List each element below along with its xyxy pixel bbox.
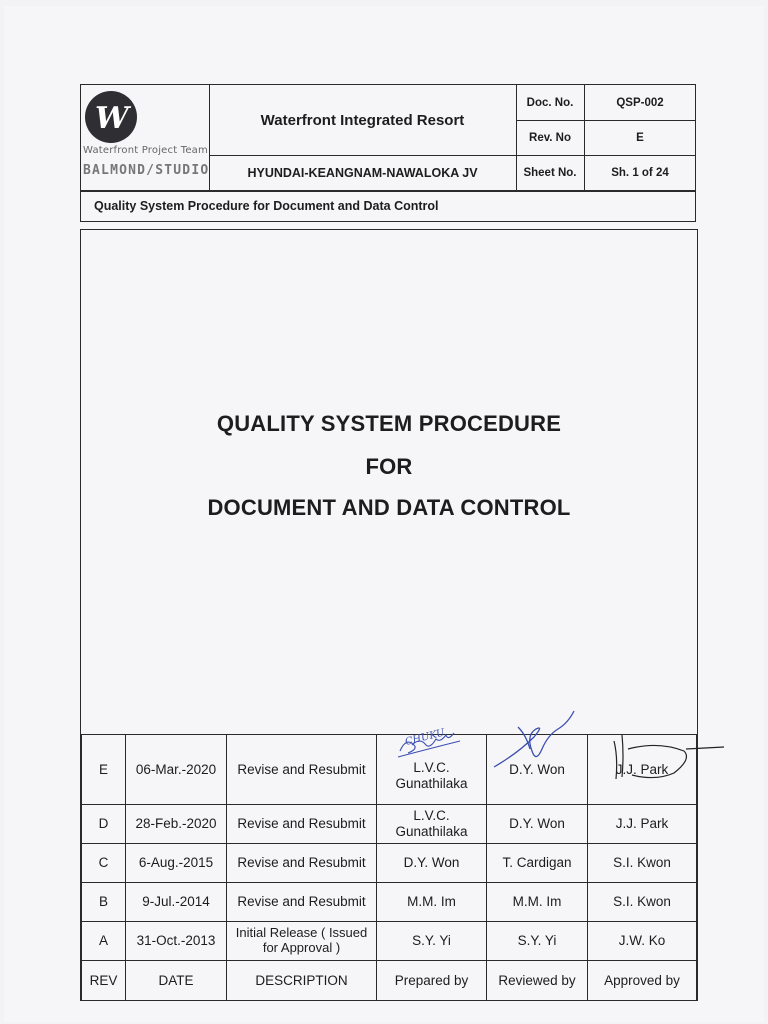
revision-cell-reviewed-by: S.Y. Yi: [487, 922, 588, 961]
doc-no-label: Doc. No.: [526, 96, 574, 109]
logo-line-1: Waterfront Project Team: [83, 145, 208, 156]
revision-cell-rev: B: [82, 883, 126, 922]
revision-cell-description: Revise and Resubmit: [227, 735, 377, 805]
revision-cell-date: 06-Mar.-2020: [126, 735, 227, 805]
logo: [81, 85, 209, 190]
revision-header-prepared-by: Prepared by: [377, 961, 487, 1001]
svg-text:CHUKU.: CHUKU.: [404, 726, 449, 748]
document-subject: Quality System Procedure for Document and Data Control: [94, 198, 439, 213]
revision-header-rev: REV: [82, 961, 126, 1001]
project-name: Waterfront Integrated Resort: [260, 111, 465, 129]
logo-mark-icon: W: [85, 91, 137, 143]
revision-cell-date: 9-Jul.-2014: [126, 883, 227, 922]
rev-no-label: Rev. No: [529, 131, 571, 144]
revision-row: [82, 844, 697, 883]
revision-cell-prepared-by: D.Y. Won: [377, 844, 487, 883]
doc-no-value: QSP-002: [616, 96, 664, 109]
revision-header-row: [82, 961, 697, 1001]
cover-body: [80, 229, 698, 1001]
revision-cell-reviewed-by: D.Y. Won: [487, 735, 588, 805]
title-line-2: FOR: [365, 454, 413, 479]
revision-cell-date: 6-Aug.-2015: [126, 844, 227, 883]
revision-cell-rev: A: [82, 922, 126, 961]
revision-cell-date: 28-Feb.-2020: [126, 805, 227, 844]
company-name: HYUNDAI-KEANGNAM-NAWALOKA JV: [247, 165, 478, 180]
revision-cell-approved-by: S.I. Kwon: [588, 883, 697, 922]
revision-cell-approved-by: S.I. Kwon: [588, 844, 697, 883]
sheet-no-label: Sheet No.: [523, 166, 577, 179]
revision-row: [82, 735, 697, 805]
revision-row: [82, 922, 697, 961]
revision-cell-approved-by: J.W. Ko: [588, 922, 697, 961]
revision-cell-description: Revise and Resubmit: [227, 883, 377, 922]
revision-cell-reviewed-by: M.M. Im: [487, 883, 588, 922]
rev-no-value: E: [636, 131, 644, 144]
revision-cell-prepared-by: M.M. Im: [377, 883, 487, 922]
revision-header-approved-by: Approved by: [588, 961, 697, 1001]
revision-cell-rev: D: [82, 805, 126, 844]
revision-header-date: DATE: [126, 961, 227, 1001]
revision-table: [81, 734, 697, 1001]
title-line-3: DOCUMENT AND DATA CONTROL: [207, 495, 571, 520]
revision-cell-approved-by: J.J. Park: [588, 735, 697, 805]
revision-cell-rev: E: [82, 735, 126, 805]
header-grid: [81, 85, 695, 190]
title-line-1: QUALITY SYSTEM PROCEDURE: [216, 411, 562, 436]
revision-cell-prepared-by: S.Y. Yi: [377, 922, 487, 961]
revision-cell-description: Revise and Resubmit: [227, 805, 377, 844]
revision-cell-description: Revise and Resubmit: [227, 844, 377, 883]
document-header: [80, 84, 696, 222]
revision-cell-description: Initial Release ( Issued for Approval ): [227, 922, 377, 961]
revision-cell-approved-by: J.J. Park: [588, 805, 697, 844]
revision-cell-rev: C: [82, 844, 126, 883]
revision-row: [82, 883, 697, 922]
revision-header-reviewed-by: Reviewed by: [487, 961, 588, 1001]
revision-cell-reviewed-by: D.Y. Won: [487, 805, 588, 844]
revision-row: [82, 805, 697, 844]
revision-header-description: DESCRIPTION: [227, 961, 377, 1001]
revision-cell-prepared-by: L.V.C. Gunathilaka: [377, 735, 487, 805]
revision-cell-prepared-by: L.V.C. Gunathilaka: [377, 805, 487, 844]
sheet-no-value: Sh. 1 of 24: [611, 166, 669, 179]
revision-cell-reviewed-by: T. Cardigan: [487, 844, 588, 883]
logo-line-2: BALMOND/STUDIO: [83, 163, 210, 178]
revision-cell-date: 31-Oct.-2013: [126, 922, 227, 961]
